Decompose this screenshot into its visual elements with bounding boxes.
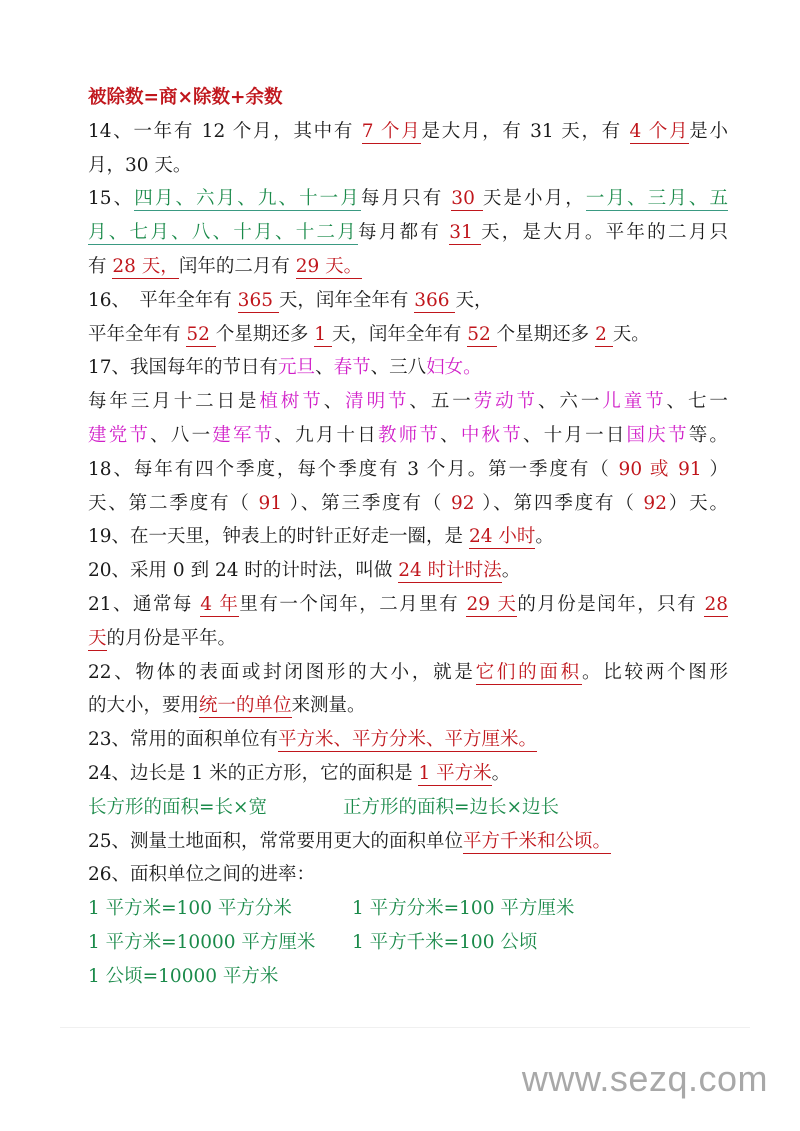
- underlined-answer: 52: [186, 323, 216, 345]
- text-line: [88, 216, 728, 250]
- underlined-answer: 28 天，: [112, 255, 179, 277]
- text-line: [88, 960, 728, 994]
- underlined-answer: 4 个月: [629, 120, 690, 142]
- text-segment: 天、第二季度有（: [88, 492, 259, 514]
- text-line: [88, 419, 728, 453]
- underlined-answer: 一月、三月、五: [585, 188, 728, 210]
- text-line: [88, 791, 728, 825]
- underlined-answer: 30: [451, 188, 483, 210]
- text-line: [88, 554, 728, 588]
- text-segment: 24、边长是 1 米的正方形，它的面积是: [88, 762, 419, 784]
- underlined-answer: 天: [88, 627, 107, 649]
- underlined-answer: 24 时计时法: [398, 560, 502, 582]
- text-segment: 、: [440, 424, 461, 446]
- text-segment: 、五一: [409, 391, 474, 413]
- underlined-answer: 4 年: [200, 593, 240, 615]
- text-segment: 26、面积单位之间的进率：: [88, 864, 316, 886]
- text-line: [88, 487, 728, 521]
- highlighted-text: 春节: [333, 357, 371, 379]
- text-segment: 的月份是闰年，只有: [517, 593, 705, 615]
- text-segment: ）天。: [666, 492, 728, 514]
- underlined-answer: 7 个月: [361, 120, 422, 142]
- text-segment: 、: [323, 391, 346, 413]
- highlighted-text: 1 平方米=10000 平方厘米: [88, 931, 316, 953]
- text-line: [88, 182, 728, 216]
- text-segment: 天是小月，: [482, 188, 586, 210]
- underlined-answer: 1: [314, 323, 332, 345]
- highlighted-text: 劳动节: [473, 391, 538, 413]
- text-line: [88, 622, 728, 656]
- highlighted-text: 1 平方千米=100 公顷: [352, 931, 538, 953]
- text-line: [88, 825, 728, 859]
- text-segment: 每年三月十二日是: [88, 391, 260, 413]
- text-segment: 。: [535, 526, 554, 548]
- text-segment: 是小: [689, 120, 728, 142]
- text-segment: 22、物体的表面或封闭图形的大小，就是: [88, 661, 476, 683]
- text-segment: 天，闰年全年有: [331, 323, 468, 345]
- underlined-answer: 1 平方米: [418, 762, 492, 784]
- highlighted-text: 清明节: [345, 391, 410, 413]
- highlighted-text: 1 公顷=10000 平方米: [88, 965, 279, 987]
- highlighted-text: 被除数=商×除数+余数: [88, 87, 283, 108]
- highlighted-text: 教师节: [377, 424, 441, 446]
- text-segment: 个星期还多: [215, 323, 315, 345]
- text-segment: 14、一年有 12 个月，其中有: [88, 120, 362, 142]
- text-segment: 、六一: [537, 391, 603, 413]
- highlighted-text: 1 平方米=100 平方分米: [88, 898, 292, 920]
- text-segment: 25、测量土地面积，常常要用更大的面积单位: [88, 830, 464, 852]
- text-segment: 17、我国每年的节日有: [88, 357, 279, 379]
- underlined-answer: 月、七月、八、十月、十二月: [88, 222, 359, 244]
- text-segment: 。: [501, 560, 521, 582]
- highlighted-text: 中秋节: [460, 424, 523, 446]
- text-segment: 的月份是平年。: [106, 627, 237, 649]
- text-segment: 19、在一天里，钟表上的时针正好走一圈，是: [88, 526, 469, 548]
- text-segment: 、九月十日: [274, 424, 378, 446]
- text-segment: 、: [315, 357, 334, 379]
- text-segment: 天，是大月。平年的二月只: [481, 222, 728, 244]
- text-segment: 月，30 天。: [88, 154, 192, 176]
- underlined-answer: 29 天: [466, 593, 518, 615]
- text-segment: 个星期还多: [496, 323, 596, 345]
- underlined-answer: 统一的单位: [199, 695, 292, 717]
- text-line: [88, 149, 728, 183]
- text-segment: 。: [491, 762, 511, 784]
- underlined-answer: 366: [414, 289, 456, 311]
- text-segment: 天，: [455, 289, 493, 311]
- underlined-answer: 52: [467, 323, 497, 345]
- highlighted-text: 正方形的面积=边长×边长: [343, 796, 560, 818]
- underlined-answer: 365: [237, 289, 279, 311]
- text-line: [88, 115, 728, 149]
- document-body: [88, 81, 728, 994]
- highlighted-text: 1 平方分米=100 平方厘米: [352, 898, 575, 920]
- underlined-answer: 平方千米和公顷。: [463, 830, 612, 852]
- text-line: [88, 723, 728, 757]
- text-segment: 23、常用的面积单位有: [88, 729, 279, 751]
- text-line: [88, 250, 728, 284]
- text-segment: 15、: [88, 188, 135, 210]
- text-line: [88, 892, 728, 926]
- text-line: [88, 453, 728, 487]
- text-line: [88, 351, 728, 385]
- underlined-answer: 它们的面积: [475, 661, 582, 683]
- text-segment: 、十月一日: [522, 424, 627, 446]
- underlined-answer: 平方米、平方分米、平方厘米。: [278, 729, 538, 751]
- footer-divider: [60, 1027, 750, 1028]
- text-segment: 天，闰年全年有: [278, 289, 415, 311]
- text-segment: 。比较两个图形: [581, 661, 728, 683]
- underlined-answer: 28: [704, 593, 728, 615]
- text-segment: 、七一: [666, 391, 728, 413]
- text-line: [88, 757, 728, 791]
- text-segment: 每月都有: [358, 222, 450, 244]
- text-segment: 18、每年有四个季度，每个季度有 3 个月。第一季度有（: [88, 458, 619, 480]
- text-segment: 是大月，有 31 天，有: [421, 120, 630, 142]
- text-segment: 21、通常每: [88, 593, 201, 615]
- underlined-answer: 四月、六月、九、十一月: [134, 188, 361, 210]
- highlighted-text: 92: [643, 492, 667, 514]
- highlighted-text: 植树节: [259, 391, 324, 413]
- highlighted-text: 91: [258, 492, 282, 514]
- underlined-answer: 2: [595, 323, 613, 345]
- highlighted-text: 建军节: [212, 424, 275, 446]
- text-segment: 每月只有: [360, 188, 452, 210]
- highlighted-text: 92: [450, 492, 475, 514]
- text-line: [88, 858, 728, 892]
- text-line: [88, 318, 728, 352]
- highlighted-text: 妇女。: [426, 357, 482, 379]
- text-line: [88, 385, 728, 419]
- text-line: [88, 284, 728, 318]
- text-segment: ）、第四季度有（: [474, 492, 644, 514]
- highlighted-text: 90 或 91: [618, 458, 702, 480]
- text-segment: 20、采用 0 到 24 时的计时法，叫做: [88, 560, 399, 582]
- text-segment: 16、 平年全年有: [88, 289, 238, 311]
- text-segment: 有: [88, 255, 113, 277]
- text-line: [88, 656, 728, 690]
- text-segment: 来测量。: [291, 695, 366, 717]
- text-segment: 的大小，要用: [88, 695, 200, 717]
- text-segment: ）: [701, 458, 728, 480]
- text-line: [88, 588, 728, 622]
- text-segment: 、八一: [150, 424, 213, 446]
- text-segment: 等。: [688, 424, 728, 446]
- highlighted-text: 长方形的面积=长×宽: [88, 796, 268, 818]
- underlined-answer: 29 天。: [295, 255, 363, 277]
- text-segment: 天。: [612, 323, 650, 345]
- text-line: [88, 926, 728, 960]
- highlighted-text: 国庆节: [626, 424, 689, 446]
- text-segment: 、三八: [370, 357, 427, 379]
- watermark: www.sezq.com: [521, 1058, 768, 1099]
- text-segment: 平年全年有: [88, 323, 187, 345]
- text-segment: ）、第三季度有（: [282, 492, 451, 514]
- underlined-answer: 31: [449, 222, 481, 244]
- text-segment: 里有一个闰年，二月里有: [239, 593, 467, 615]
- text-line: [88, 520, 728, 554]
- highlighted-text: 建党节: [88, 424, 151, 446]
- highlighted-text: 元旦: [278, 357, 316, 379]
- text-line: [88, 81, 728, 115]
- text-line: [88, 689, 728, 723]
- highlighted-text: 儿童节: [602, 391, 667, 413]
- underlined-answer: 24 小时: [468, 526, 536, 548]
- text-segment: 闰年的二月有: [178, 255, 296, 277]
